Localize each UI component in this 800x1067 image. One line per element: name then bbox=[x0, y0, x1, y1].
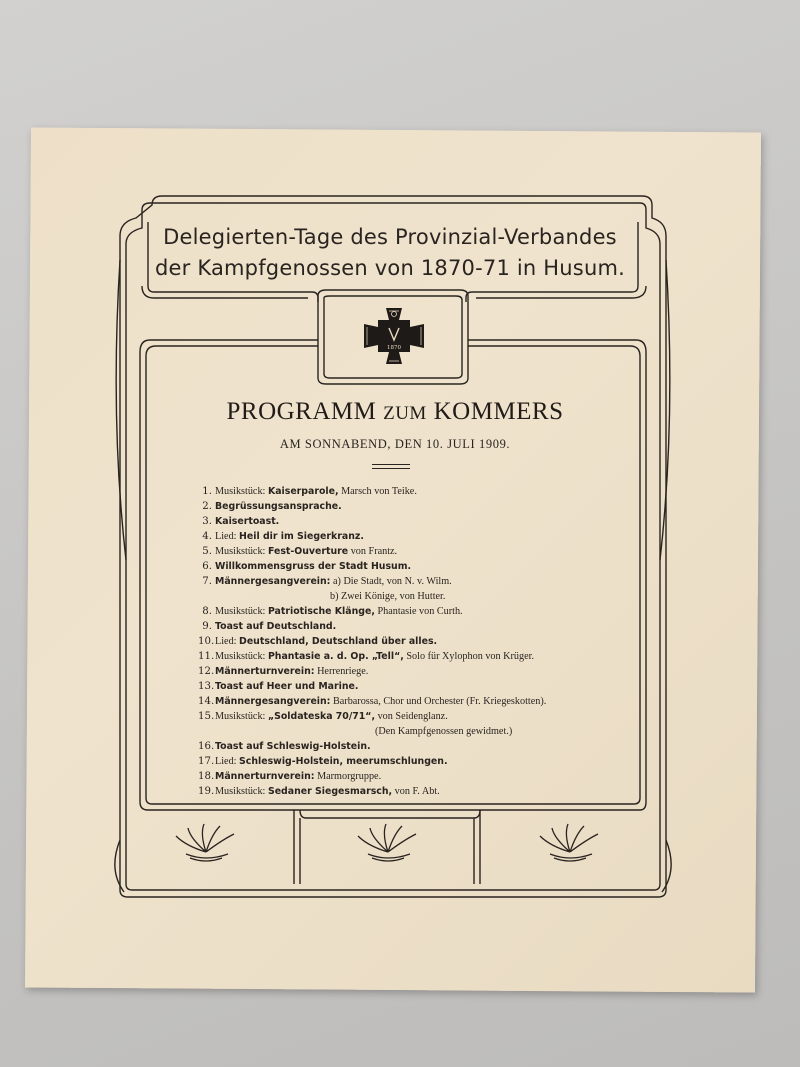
program-item-bold: Männergesangverein: bbox=[215, 696, 331, 707]
program-item-pre: Musikstück: bbox=[215, 651, 268, 662]
program-item-post: Solo für Xylophon von Krüger. bbox=[403, 651, 534, 662]
iron-cross-icon bbox=[362, 306, 426, 366]
program-item-post: Phantasie von Curth. bbox=[374, 606, 463, 617]
program-item-num: 10. bbox=[198, 636, 215, 647]
program-item bbox=[198, 544, 618, 559]
program-item bbox=[198, 754, 618, 769]
program-item bbox=[198, 694, 618, 709]
program-item-post: a) Die Stadt, von N. v. Wilm. bbox=[330, 576, 452, 587]
document-heading bbox=[140, 222, 640, 284]
program-item-bold: Phantasie a. d. Op. „Tell“, bbox=[267, 651, 404, 662]
program-item-num: 13. bbox=[198, 681, 215, 692]
program-item-num: 19. bbox=[198, 786, 215, 797]
program-item-post: von F. Abt. bbox=[392, 786, 440, 797]
program-item-num: 3. bbox=[202, 516, 212, 527]
program-item bbox=[198, 604, 618, 619]
program-item-post: von Seidenglanz. bbox=[375, 711, 448, 722]
program-item-num: 5. bbox=[202, 546, 212, 557]
program-item-num: 14. bbox=[198, 696, 215, 707]
title-kommers: KOMMERS bbox=[433, 398, 564, 425]
program-item-pre: Musikstück: bbox=[215, 786, 268, 797]
program-item-num: 17. bbox=[198, 756, 215, 767]
heading-line-1: Delegierten-Tage des Provinzial-Verbandes bbox=[163, 225, 617, 249]
program-item-post: von Frantz. bbox=[348, 546, 398, 557]
program-item-num: 2. bbox=[202, 501, 212, 512]
program-item-num: 15. bbox=[198, 711, 215, 722]
program-item bbox=[198, 709, 618, 739]
program-item bbox=[198, 679, 618, 694]
program-item-post: Marsch von Teike. bbox=[338, 486, 417, 497]
program-item bbox=[198, 574, 618, 604]
program-item-bold: Männerturnverein: bbox=[215, 771, 315, 782]
program-item-num: 4. bbox=[202, 531, 212, 542]
program-item-num: 8. bbox=[202, 606, 212, 617]
program-item-num: 6. bbox=[202, 561, 212, 572]
program-item-pre: Lied: bbox=[215, 756, 240, 767]
program-item-bold: Männergesangverein: bbox=[215, 576, 331, 587]
program-item-bold: Toast auf Deutschland. bbox=[215, 621, 337, 632]
program-item-num: 16. bbox=[198, 741, 215, 752]
program-item-bold: Deutschland, Deutschland über alles. bbox=[239, 636, 438, 647]
program-item bbox=[198, 769, 618, 784]
program-item bbox=[198, 484, 618, 499]
program-item-num: 18. bbox=[198, 771, 215, 782]
program-item bbox=[198, 634, 618, 649]
program-item bbox=[198, 499, 618, 514]
palmette-center-icon bbox=[358, 824, 416, 861]
program-item bbox=[198, 739, 618, 754]
program-item-num: 1. bbox=[202, 486, 212, 497]
program-item bbox=[198, 559, 618, 574]
program-item-num: 9. bbox=[202, 621, 212, 632]
program-item bbox=[198, 529, 618, 544]
program-item-bold: Fest-Ouverture bbox=[267, 546, 349, 557]
title-zum: ZUM bbox=[383, 403, 427, 424]
program-item bbox=[198, 619, 618, 634]
program-item-bold: Patriotische Klänge, bbox=[267, 606, 375, 617]
program-item-pre: Lied: bbox=[215, 636, 240, 647]
program-item-pre: Musikstück: bbox=[215, 546, 268, 557]
title-divider bbox=[372, 464, 410, 469]
program-item bbox=[198, 664, 618, 679]
program-item-post: Marmorgruppe. bbox=[314, 771, 382, 782]
program-item-pre: Musikstück: bbox=[215, 486, 268, 497]
program-item bbox=[198, 514, 618, 529]
program-item-bold: Toast auf Schleswig-Holstein. bbox=[215, 741, 371, 752]
cross-year: 1870 bbox=[387, 345, 401, 351]
program-item-bold: Toast auf Heer und Marine. bbox=[215, 681, 359, 692]
program-title bbox=[150, 398, 640, 426]
program-item-post: Herrenriege. bbox=[314, 666, 369, 677]
program-item-num: 11. bbox=[198, 651, 215, 662]
program-item-bold: Männerturnverein: bbox=[215, 666, 315, 677]
program-item-num: 7. bbox=[202, 576, 212, 587]
program-item-bold: Sedaner Siegesmarsch, bbox=[267, 786, 393, 797]
palmette-left-icon bbox=[176, 824, 234, 861]
program-item-bold: Kaiserparole, bbox=[267, 486, 339, 497]
program-item-bold: „Soldateska 70/71“, bbox=[267, 711, 376, 722]
program-list bbox=[198, 484, 618, 799]
program-item-continuation: b) Zwei Könige, von Hutter. bbox=[330, 591, 446, 602]
program-item-bold: Begrüssungsansprache. bbox=[215, 501, 342, 512]
program-item-post: Barbarossa, Chor und Orchester (Fr. Kriegeskotten). bbox=[330, 696, 547, 707]
program-item-pre: Lied: bbox=[215, 531, 240, 542]
program-item-pre: Musikstück: bbox=[215, 711, 268, 722]
program-date: AM SONNABEND, DEN 10. JULI 1909. bbox=[279, 437, 511, 451]
palmette-right-icon bbox=[540, 824, 598, 861]
program-item-num: 12. bbox=[198, 666, 215, 677]
program-item-bold: Kaisertoast. bbox=[215, 516, 280, 527]
program-item-pre: Musikstück: bbox=[215, 606, 268, 617]
program-item bbox=[198, 649, 618, 664]
heading-line-2: der Kampfgenossen von 1870-71 in Husum. bbox=[155, 256, 625, 280]
program-item bbox=[198, 784, 618, 799]
title-programm: PROGRAMM bbox=[226, 398, 377, 425]
program-item-bold: Willkommensgruss der Stadt Husum. bbox=[215, 561, 412, 572]
program-item-bold: Heil dir im Siegerkranz. bbox=[239, 531, 364, 542]
program-item-continuation: (Den Kampfgenossen gewidmet.) bbox=[375, 726, 513, 737]
program-item-bold: Schleswig-Holstein, meerumschlungen. bbox=[239, 756, 448, 767]
